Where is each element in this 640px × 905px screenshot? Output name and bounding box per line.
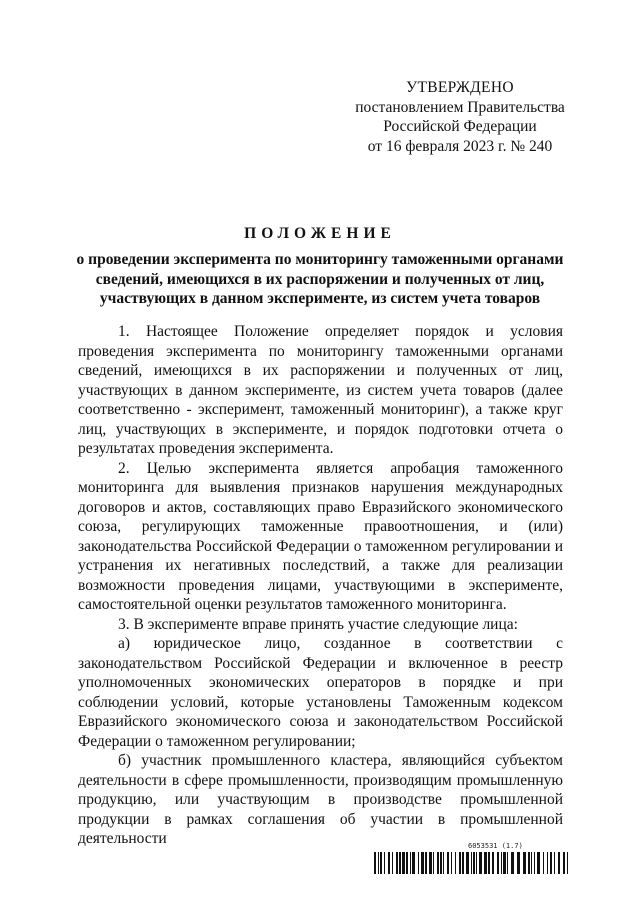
barcode-label: 6053531 (1.7) — [468, 842, 523, 850]
barcode-image — [374, 852, 570, 874]
document-body — [78, 322, 563, 849]
paragraph-2: 2. Целью эксперимента является апробация таможенного мониторинга для выявления признаков нарушения международных договоров и актов, составляющих право Евразийского экономического союза, регулирующих таможенные правоотношения, и (или) законодательства Российской Федерации о таможенном регулировании и устранения их негативных последствий, а также для реализации возможности проведения лицами, участвующими в эксперименте, самостоятельной оценки результатов таможенного мониторинга. — [78, 459, 563, 613]
approval-issuer-country: Российской Федерации — [383, 118, 537, 135]
approval-stamp — [330, 78, 590, 156]
document-title: ПОЛОЖЕНИЕ — [244, 225, 396, 242]
approval-heading: УТВЕРЖДЕНО — [406, 79, 514, 96]
approval-issuer-line: постановлением Правительства — [355, 98, 565, 116]
paragraph-3b: б) участник промышленного кластера, являющийся субъектом деятельности в сфере промышленности, производящим промышленную продукцию, или участвующим в производстве промышленной продукции в рамках соглашения об участии в промышленной деятельности — [78, 752, 563, 847]
paragraph-1: 1. Настоящее Положение определяет порядок и условия проведения эксперимента по мониторингу таможенными органами сведений, имеющихся в их распоряжении и полученных от лиц, участвующих в данном эксперименте, из систем учета товаров (далее соответственно - эксперимент, таможенный мониторинг), а также круг лиц, участвующих в эксперименте, и порядок подготовки отчета о результатах проведения эксперимента. — [78, 323, 563, 457]
approval-date-number: от 16 февраля 2023 г. № 240 — [367, 137, 553, 155]
paragraph-3a: а) юридическое лицо, созданное в соответствии с законодательством Российской Федерации и включенное в реестр уполномоченных экономических операторов в порядке и при соблюдении условий, которые установлены Таможенным кодексом Евразийского экономического союза и законодательством Российской Федерации о таможенном регулировании; — [78, 635, 563, 750]
paragraph-3: 3. В эксперименте вправе принять участие следующие лица: — [118, 615, 518, 633]
document-subtitle: о проведении эксперимента по мониторингу таможенными органами сведений, имеющихся в их распоряжении и полученных от лиц, участвующих в данном эксперименте, из систем учета товаров — [76, 251, 564, 307]
